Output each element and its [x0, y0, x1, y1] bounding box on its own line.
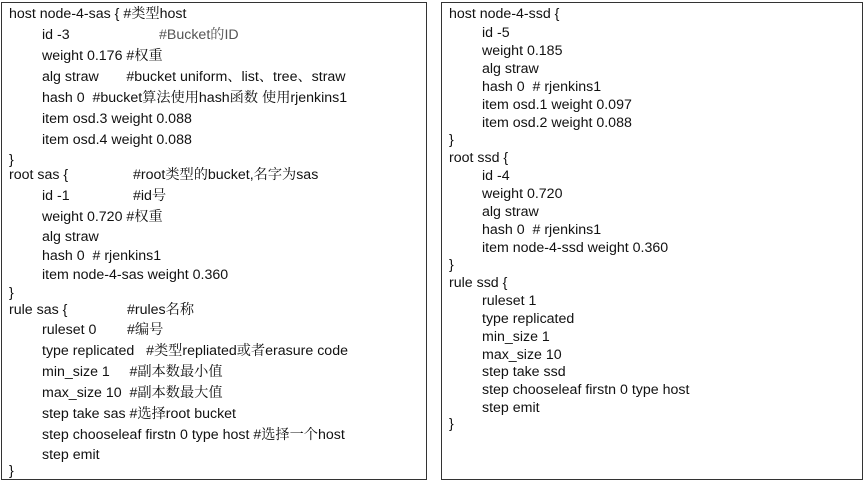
host-close-brace: } — [9, 152, 14, 168]
rule-step-take-line: step take sas #选择root bucket — [42, 406, 236, 422]
ssd-root-close-brace: } — [449, 257, 454, 273]
ssd-root-hash-line: hash 0 # rjenkins1 — [482, 222, 602, 238]
ssd-rule-step-take-line: step take ssd — [482, 364, 566, 380]
rule-sas-header: rule sas { — [9, 302, 68, 318]
host-item-osd4: item osd.4 weight 0.088 — [42, 132, 192, 148]
rule-ssd-header: rule ssd { — [449, 275, 508, 291]
ssd-host-id-line: id -5 — [482, 25, 510, 41]
ssd-host-item-osd2: item osd.2 weight 0.088 — [482, 115, 632, 131]
root-sas-comment: #root类型的bucket,名字为sas — [133, 167, 319, 183]
rule-close-brace: } — [9, 463, 14, 479]
ssd-root-alg-line: alg straw — [482, 204, 539, 220]
rule-min-size-line: min_size 1 #副本数最小值 — [42, 364, 223, 380]
host-node-4-ssd-header: host node-4-ssd { — [449, 6, 560, 22]
rule-type-line: type replicated #类型repliated或者erasure code — [42, 343, 348, 359]
host-item-osd3: item osd.3 weight 0.088 — [42, 111, 192, 127]
rule-ruleset-comment: #编号 — [127, 322, 164, 338]
root-alg-line: alg straw — [42, 229, 99, 245]
root-item-line: item node-4-sas weight 0.360 — [42, 267, 229, 283]
root-ssd-header: root ssd { — [449, 150, 509, 166]
ssd-rule-close-brace: } — [449, 416, 454, 432]
root-sas-header: root sas { — [9, 167, 69, 183]
ssd-host-alg-line: alg straw — [482, 61, 539, 77]
root-id-line: id -1 — [42, 188, 70, 204]
host-weight-line: weight 0.176 #权重 — [42, 48, 163, 64]
ssd-rule-ruleset-line: ruleset 1 — [482, 293, 537, 309]
ssd-host-item-osd1: item osd.1 weight 0.097 — [482, 97, 632, 113]
rule-max-size-line: max_size 10 #副本数最大值 — [42, 385, 223, 401]
host-id-line: id -3 — [42, 27, 70, 43]
root-weight-line: weight 0.720 #权重 — [42, 209, 163, 225]
host-hash-line: hash 0 #bucket算法使用hash函数 使用rjenkins1 — [42, 90, 348, 106]
ssd-rule-max-size-line: max_size 10 — [482, 347, 562, 363]
root-close-brace: } — [9, 285, 14, 301]
ssd-rule-type-line: type replicated — [482, 311, 575, 327]
left-crush-map-panel — [1, 2, 427, 480]
host-alg-line: alg straw #bucket uniform、list、tree、straw — [42, 69, 346, 85]
right-crush-map-panel — [441, 2, 863, 480]
ssd-root-id-line: id -4 — [482, 168, 510, 184]
root-id-comment: #id号 — [133, 188, 167, 204]
rule-step-emit-line: step emit — [42, 447, 100, 463]
host-node-4-sas-header: host node-4-sas { #类型host — [9, 6, 187, 22]
rule-sas-comment: #rules名称 — [127, 302, 195, 318]
ssd-host-close-brace: } — [449, 132, 454, 148]
ssd-host-hash-line: hash 0 # rjenkins1 — [482, 79, 602, 95]
ssd-rule-min-size-line: min_size 1 — [482, 329, 550, 345]
host-id-comment: #Bucket的ID — [159, 27, 239, 43]
ssd-rule-step-emit-line: step emit — [482, 400, 540, 416]
rule-ruleset-line: ruleset 0 — [42, 322, 97, 338]
ssd-rule-step-chooseleaf-line: step chooseleaf firstn 0 type host — [482, 382, 690, 398]
root-hash-line: hash 0 # rjenkins1 — [42, 248, 162, 264]
ssd-root-weight-line: weight 0.720 — [482, 186, 563, 202]
ssd-root-item-line: item node-4-ssd weight 0.360 — [482, 240, 669, 256]
ssd-host-weight-line: weight 0.185 — [482, 43, 563, 59]
rule-step-chooseleaf-line: step chooseleaf firstn 0 type host #选择一个host — [42, 427, 345, 443]
